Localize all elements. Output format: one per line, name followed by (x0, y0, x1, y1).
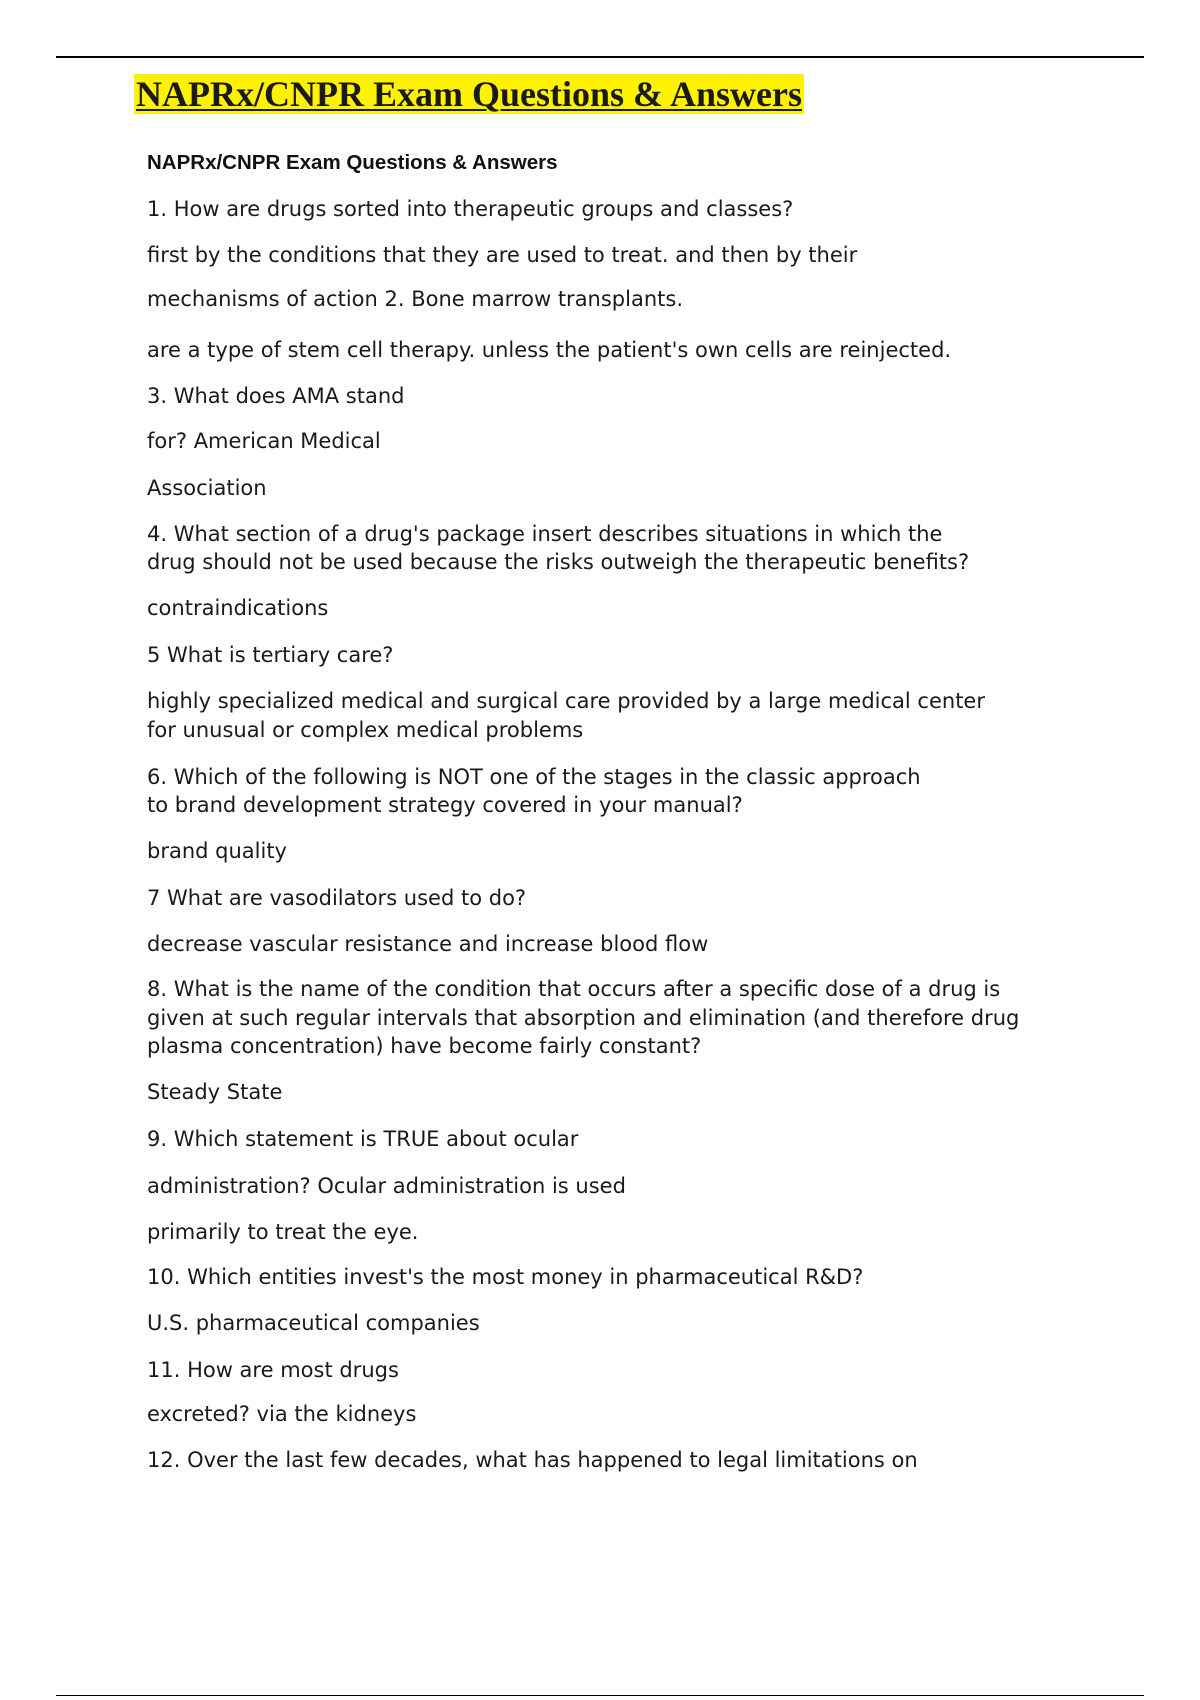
text-line: 9. Which statement is TRUE about ocular (147, 1127, 579, 1151)
text-line: plasma concentration) have become fairly constant? (147, 1034, 702, 1058)
text-line: given at such regular intervals that absorption and elimination (and therefore drug (147, 1006, 1020, 1030)
text-line: 4. What section of a drug's package insert describes situations in which the (147, 522, 943, 546)
title-highlight: NAPRx/CNPR Exam Questions & Answers (136, 74, 802, 114)
text-line: for? American Medical (147, 429, 381, 453)
text-line: 6. Which of the following is NOT one of the stages in the classic approach (147, 765, 921, 789)
text-line: excreted? via the kidneys (147, 1402, 417, 1426)
text-line: 10. Which entities invest's the most money in pharmaceutical R&D? (147, 1265, 864, 1289)
text-line: Association (147, 476, 267, 500)
text-line: 11. How are most drugs (147, 1358, 399, 1382)
text-line: to brand development strategy covered in your manual? (147, 793, 743, 817)
text-line: 8. What is the name of the condition that occurs after a specific dose of a drug is (147, 977, 1001, 1001)
text-line: 7 What are vasodilators used to do? (147, 886, 527, 910)
bottom-rule (56, 1695, 1144, 1696)
text-line: 1. How are drugs sorted into therapeutic groups and classes? (147, 197, 794, 221)
text-line: primarily to treat the eye. (147, 1220, 419, 1244)
text-line: contraindications (147, 596, 329, 620)
text-line: brand quality (147, 839, 287, 863)
text-line: U.S. pharmaceutical companies (147, 1311, 480, 1335)
text-line: highly specialized medical and surgical care provided by a large medical center (147, 689, 985, 713)
text-line: first by the conditions that they are used to treat. and then by their (147, 243, 858, 267)
text-line: decrease vascular resistance and increase blood flow (147, 932, 709, 956)
text-line: are a type of stem cell therapy. unless the patient's own cells are reinjected. (147, 338, 952, 362)
text-line: 12. Over the last few decades, what has happened to legal limitations on (147, 1448, 918, 1472)
text-line: 3. What does AMA stand (147, 384, 405, 408)
page-title (134, 72, 804, 116)
text-line: for unusual or complex medical problems (147, 718, 584, 742)
text-line: 5 What is tertiary care? (147, 643, 394, 667)
text-line: administration? Ocular administration is used (147, 1174, 626, 1198)
text-line: drug should not be used because the risks outweigh the therapeutic benefits? (147, 550, 970, 574)
document-subtitle: NAPRx/CNPR Exam Questions & Answers (147, 151, 558, 174)
top-rule (56, 56, 1144, 58)
text-line: mechanisms of action 2. Bone marrow transplants. (147, 287, 684, 311)
text-line: Steady State (147, 1080, 283, 1104)
